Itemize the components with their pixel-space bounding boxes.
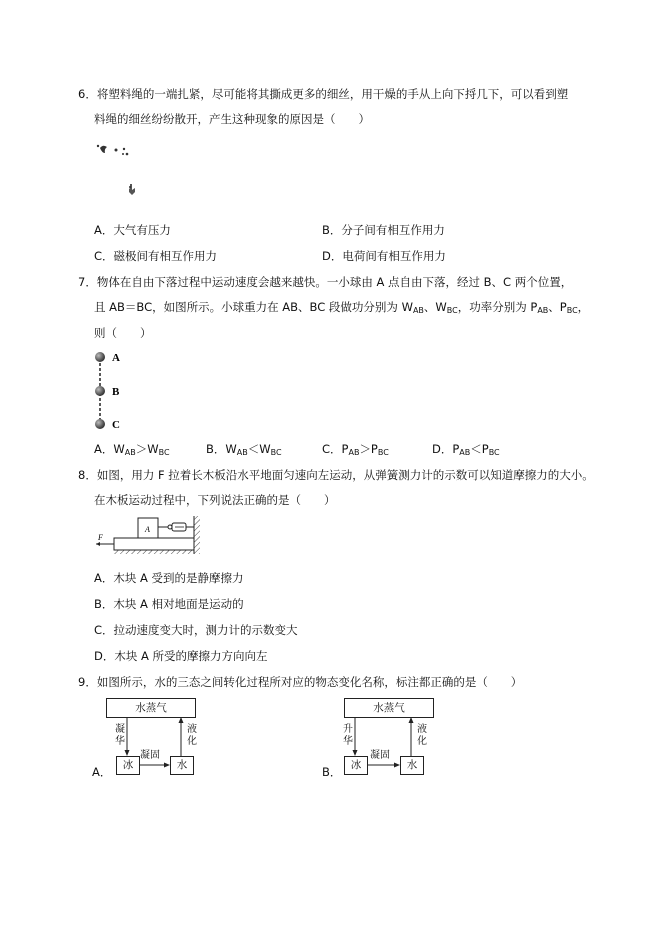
q9-diagram-b[interactable] (322, 698, 438, 780)
q7-option-d[interactable]: D．$P_{AB}<P_{BC}$ (432, 442, 500, 457)
q7-stem-line2: 且 AB＝BC，如图所示。小球重力在 AB、BC 段做功分别为 $W_{AB}$、$W_{BC}$，功率分别为 $P_{AB}$、$P_{BC}$， (94, 300, 590, 315)
q6-stem-line1: 6．将塑料绳的一端扎紧，尽可能将其撕成更多的细丝，用干燥的手从上向下捋几下，可以看到塑 (78, 87, 569, 101)
ball-position-b (95, 386, 105, 396)
label-b: B (112, 386, 120, 398)
ice-box: 冰 (116, 756, 140, 775)
q7-figure-falling-ball (90, 346, 140, 432)
q8-option-a[interactable]: A．木块 A 受到的是静摩擦力 (94, 571, 244, 585)
q8-stem-line2: 在木板运动过程中，下列说法正确的是（ ） (94, 493, 336, 507)
vapor-box: 水蒸气 (106, 698, 196, 718)
q6-option-a[interactable]: A．大气有压力 (94, 223, 171, 237)
label-a: A (112, 352, 120, 364)
water-box: 水 (170, 756, 194, 775)
liquefaction-label: 液化 (417, 724, 427, 747)
q9-diagram-a[interactable] (92, 698, 208, 780)
water-box: 水 (400, 756, 424, 775)
q7-option-a[interactable]: A．$W_{AB}>W_{BC}$ (94, 442, 170, 457)
q6-stem-line2: 料绳的细丝纷纷散开，产生这种现象的原因是（ ） (94, 112, 370, 126)
q9-stem-line1: 9．如图所示，水的三态之间转化过程所对应的物态变化名称，标注都正确的是（ ） (78, 675, 523, 689)
solidification-label: 凝固 (370, 750, 390, 761)
q8-option-c[interactable]: C．拉动速度变大时，测力计的示数变大 (94, 623, 298, 637)
q7-option-c[interactable]: C．$P_{AB}>P_{BC}$ (322, 442, 389, 457)
q9-option-b-label[interactable]: B． (322, 765, 342, 779)
q8-stem-line1: 8．如图，用力 F 拉着长木板沿水平地面匀速向左运动，从弹簧测力计的示数可以知道摩擦力的大小。 (78, 468, 594, 482)
ball-position-c (95, 419, 105, 429)
long-board (114, 538, 194, 550)
vapor-box: 水蒸气 (344, 698, 434, 718)
label-c: C (112, 419, 120, 431)
solidification-label: 凝固 (140, 750, 160, 761)
q6-figure-fibers (94, 140, 144, 204)
q9-option-a-label[interactable]: A． (92, 765, 112, 779)
q6-option-c[interactable]: C．磁极间有相互作用力 (94, 249, 218, 263)
q6-option-b[interactable]: B．分子间有相互作用力 (322, 223, 445, 237)
q8-option-b[interactable]: B．木块 A 相对地面是运动的 (94, 597, 244, 611)
ice-box: 冰 (344, 756, 368, 775)
q7-stem-line3: 则（ ） (94, 326, 152, 340)
block-a-label: A (145, 525, 150, 534)
liquefaction-label: 液化 (187, 724, 197, 747)
q8-figure-board-spring-scale (94, 512, 208, 558)
q6-option-d[interactable]: D．电荷间有相互作用力 (322, 249, 446, 263)
q7-option-b[interactable]: B．$W_{AB}<W_{BC}$ (206, 442, 282, 457)
deposition-label: 凝华 (115, 724, 125, 747)
sublimation-label: 升华 (343, 724, 353, 747)
q8-option-d[interactable]: D．木块 A 所受的摩擦力方向向左 (94, 649, 268, 663)
q7-stem-line1: 7．物体在自由下落过程中运动速度会越来越快。一小球由 A 点自由下落，经过 B、C 两个位置， (78, 275, 573, 289)
ball-position-a (95, 352, 105, 362)
force-label: F (98, 533, 103, 542)
